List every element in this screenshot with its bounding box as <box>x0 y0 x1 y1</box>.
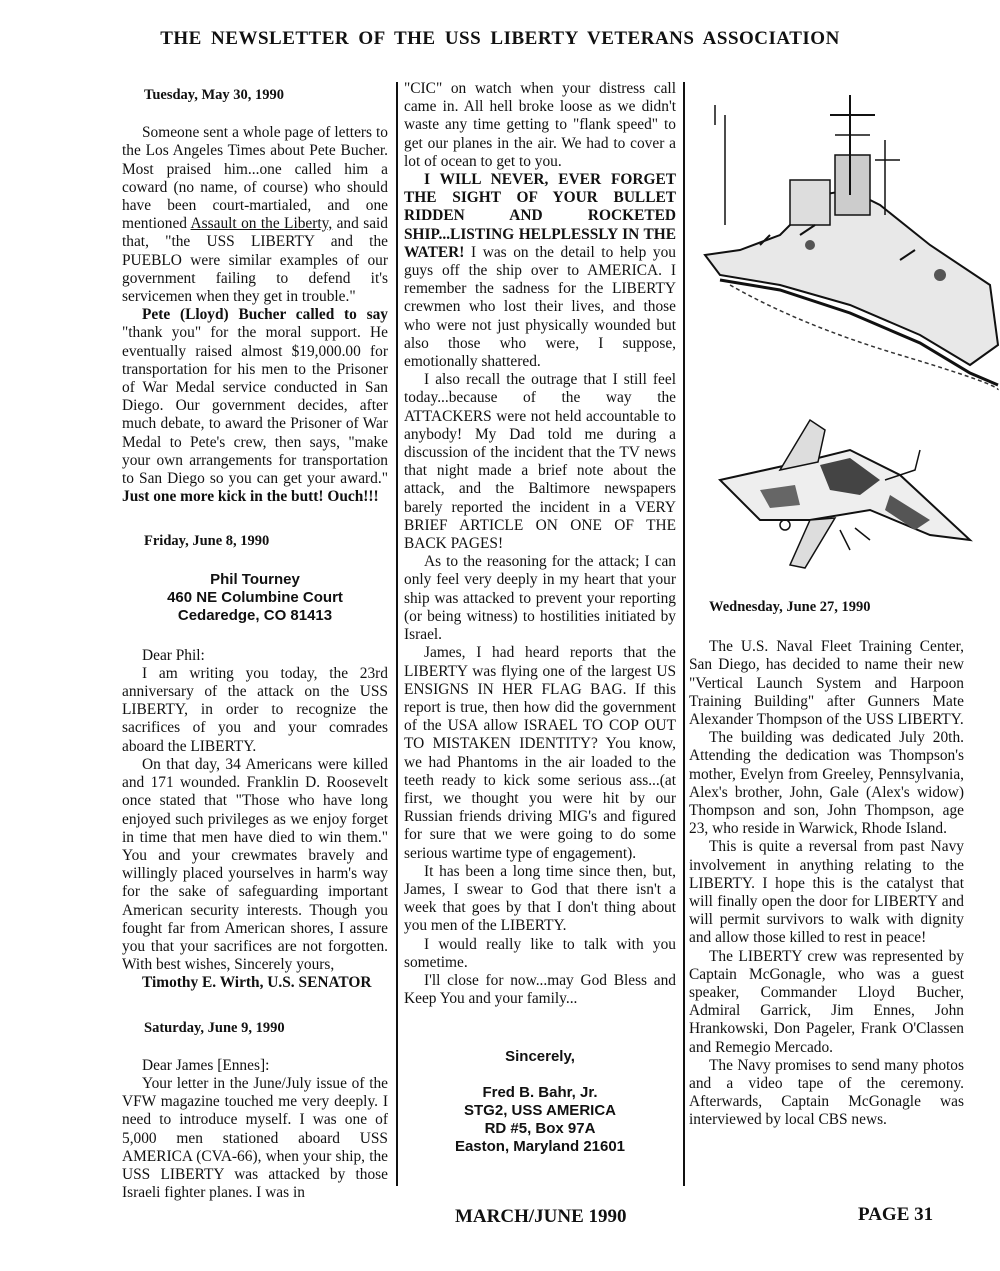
jet-illustration <box>700 400 980 575</box>
column-2 <box>404 80 676 1156</box>
paragraph: Pete (Lloyd) Bucher called to say "thank you" for the moral support. He eventually raised almost $19,000.00 for transportation for his men to the Prisoner of War Medal service conducted in San Diego. Our government decides, after much debate, to award the Prisoner of War Medal to Pete's crew, then says, "make your own arrangements for transportation to San Diego so you can get your award." Just one more kick in the butt! Ouch!!! <box>122 306 388 506</box>
paragraph: I'll close for now...may God Bless and Keep You and your family... <box>404 971 676 1008</box>
paragraph: On that day, 34 Americans were killed and 171 wounded. Franklin D. Roosevelt once stated that "Those who have long enjoyed such privileges as we enjoy forget in time that men have died to win them." You and your crewmates bravely and willingly placed yourselves in harm's way for the sake of safeguarding important American security interests. Though you fought far from American shores, I assure you that your sacrifices are not forgotten. With best wishes, Sincerely yours, <box>122 755 388 974</box>
paragraph: I WILL NEVER, EVER FORGET THE SIGHT OF YOUR BULLET RIDDEN AND ROCKETED SHIP...LISTING HELPLESSLY IN THE WATER! I was on the detail to help you guys off the ship over to AMERICA. I remember the sadness for the LIBERTY crewmen who lost their lives, and those who were not just physically wounded but also those who were, I suppose, emotionally shattered. <box>404 171 676 371</box>
closing: Sincerely, <box>505 1048 575 1066</box>
issue-date: MARCH/JUNE 1990 <box>455 1206 627 1227</box>
salutation: Dear Phil: <box>142 646 205 664</box>
paragraph: As to the reasoning for the attack; I can only feel very deeply in my heart that your ship was attacked to prevent your reporting (or being witness) to hostilities initiated by Israel. <box>404 553 676 644</box>
salutation: Dear James [Ennes]: <box>142 1056 270 1074</box>
column-divider <box>683 82 685 1186</box>
page-number: PAGE 31 <box>858 1204 934 1225</box>
entry-date: Wednesday, June 27, 1990 <box>709 599 871 615</box>
book-title: Assault on the Liberty, <box>190 215 333 233</box>
paragraph: "CIC" on watch when your distress call came in. All hell broke loose as we didn't waste any time getting to "flank speed" to get our planes in the air. We had to cover a lot of ocean to get to you. <box>404 80 676 170</box>
paragraph: I am writing you today, the 23rd anniversary of the attack on the USS LIBERTY, in order to recognize the sacrifices of you and your comrades aboard the LIBERTY. <box>122 664 388 755</box>
paragraph: The building was dedicated July 20th. Attending the dedication was Thompson's mother, Evelyn from Greeley, Pennsylvania, Alex's brother, John, Gale (Alex's widow) Thompson and son, John Thompson, age 23, who reside in Warwick, Rhode Island. <box>689 729 964 838</box>
signature: Timothy E. Wirth, U.S. SENATOR <box>142 974 372 992</box>
paragraph: Your letter in the June/July issue of the VFW magazine touched me very deeply. I need to introduce myself. I was one of 5,000 men stationed aboard USS AMERICA (CVA-66), when your ship, the USS LIBERTY was attacked by those Israeli fighter planes. I was in <box>122 1074 388 1202</box>
entry-date: Tuesday, May 30, 1990 <box>144 87 285 103</box>
newsletter-header: THE NEWSLETTER OF THE USS LIBERTY VETERANS ASSOCIATION <box>160 28 840 49</box>
column-divider <box>396 82 398 1186</box>
paragraph: I also recall the outrage that I still feel today...because of the way the ATTACKERS were not held accountable to anybody! My Dad told me during a discussion of the incident that the TV news that night made a brief note about the attack, and the Baltimore newspapers barely reported the incident in a VERY BRIEF ARTICLE ON ONE OF THE BACK PAGES! <box>404 371 676 553</box>
paragraph: This is quite a reversal from past Navy involvement in anything relating to the LIBERTY. I hope this is the catalyst that will finally open the door for LIBERTY and will permit survivors to walk with dignity and allow those killed to rest in peace! <box>689 838 964 947</box>
paragraph: Someone sent a whole page of letters to the Los Angeles Times about Pete Bucher. Most praised him...one called him a coward (no name, of course) who should have been court-martialed, and one mentioned Assault on the Liberty, and said that, "the USS LIBERTY and the PUEBLO were similar examples of our government failing to defend it's servicemen when they get in trouble." <box>122 124 388 306</box>
paragraph: I would really like to talk with you sometime. <box>404 935 676 971</box>
paragraph: James, I had heard reports that the LIBERTY was flying one of the largest US ENSIGNS IN HER FLAG BAG. If this report is true, then how did the government of the USA allow ISRAEL TO COP OUT TO MISTAKEN IDENTITY? You know, we had Phantoms in the air loaded to the teeth ready to kick some serious ass...(at first, we thought you were hit by our Russian friends driving MIG's and figured for sure that we were going to do some serious wartime type of engagement). <box>404 644 676 862</box>
paragraph: The U.S. Naval Fleet Training Center, San Diego, has decided to name their new "Vertical Launch System and Harpoon Training Building" after Gunners Mate Alexander Thompson of the USS LIBERTY. <box>689 638 964 729</box>
column-1 <box>122 80 388 1202</box>
paragraph: The LIBERTY crew was represented by Captain McGonagle, who was a guest speaker, Commander Lloyd Bucher, Admiral Garrick, Jim Ennes, John Hrankowski, Don Pageler, Frank O'Classen and Remegio Mercado. <box>689 947 964 1056</box>
entry-date: Friday, June 8, 1990 <box>144 533 270 550</box>
paragraph: The Navy promises to send many photos and a video tape of the ceremony. Afterwards, Captain McGonagle was interviewed by local CBS news. <box>689 1056 964 1129</box>
paragraph: It has been a long time since then, but, James, I swear to God that there isn't a week that goes by that I don't thing about you men of the LIBERTY. <box>404 862 676 935</box>
address-block: Phil Tourney 460 NE Columbine Court Cedaredge, CO 81413 <box>167 570 343 624</box>
column-3 <box>689 598 964 1130</box>
ship-illustration <box>700 85 1000 395</box>
entry-date: Saturday, June 9, 1990 <box>144 1019 285 1036</box>
signature-block: Fred B. Bahr, Jr. STG2, USS AMERICA RD #5, Box 97A Easton, Maryland 21601 <box>454 1084 626 1156</box>
